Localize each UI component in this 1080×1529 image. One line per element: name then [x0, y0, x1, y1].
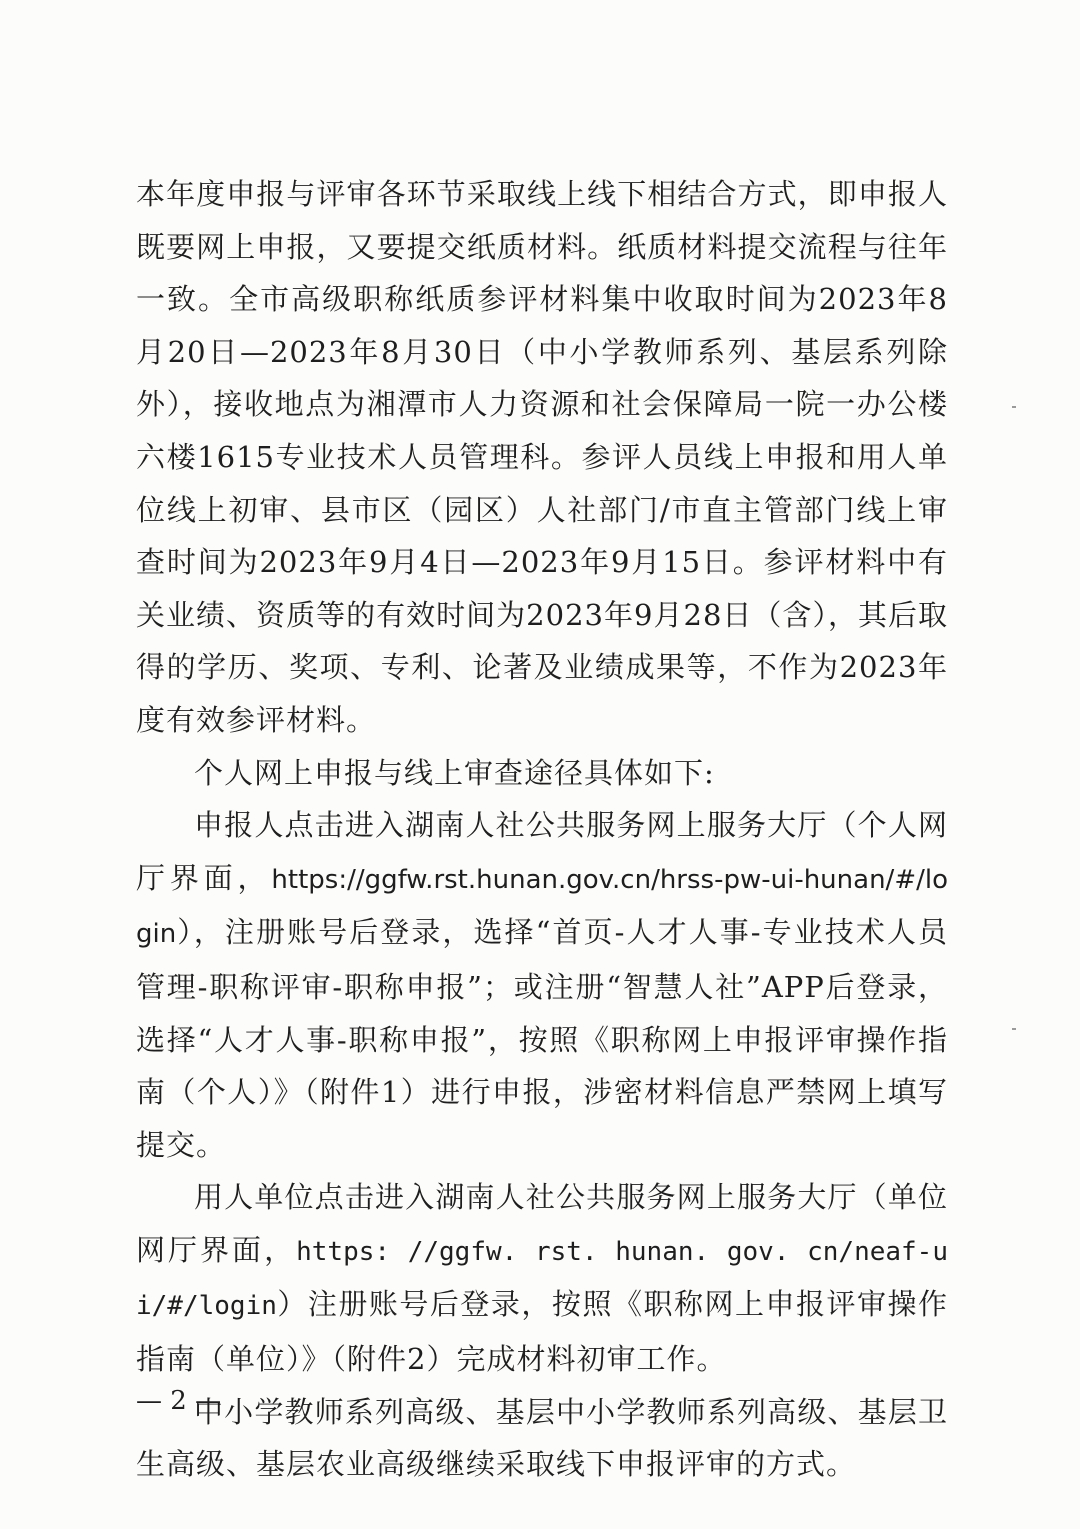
paragraph-employer-review — [136, 1171, 948, 1385]
employer-text-before-link: 用人单位点击进入湖南人社公共服务网上服务大厅（单位网厅界面， — [136, 1180, 948, 1267]
paragraph-online-route-intro: 个人网上申报与线上审查途径具体如下: — [194, 755, 715, 790]
paragraph-individual-application — [136, 799, 948, 1171]
margin-speck — [1012, 406, 1016, 408]
employer-text-after-link: ）注册账号后登录，按照《职称网上申报评审操作指南（单位）》（附件2）完成材料初审工作。 — [136, 1287, 948, 1377]
individual-portal-link[interactable]: https://ggfw.rst.hunan.gov.cn/hrss-pw-ui-hunan/#/login — [136, 864, 948, 950]
margin-speck — [1012, 1028, 1016, 1030]
paragraph-submission-schedule: 本年度申报与评审各环节采取线上线下相结合方式，即申报人既要网上申报，又要提交纸质材料。纸质材料提交流程与往年一致。全市高级职称纸质参评材料集中收取时间为2023年8月20日—2023年8月30日（中小学教师系列、基层系列除外），接收地点为湘潭市人力资源和社会保障局一院一办公楼六楼1615专业技术人员管理科。参评人员线上申报和用人单位线上初审、县市区（园区）人社部门/市直主管部门线上审查时间为2023年9月4日—2023年9月15日。参评材料中有关业绩、资质等的有效时间为2023年9月28日（含），其后取得的学历、奖项、专利、论著及业绩成果等，不作为2023年度有效参评材料。 — [136, 177, 948, 737]
page-number: — 2 — — [136, 1386, 222, 1416]
individual-text-after-link: ），注册账号后登录，选择“首页-人才人事-专业技术人员管理-职称评审-职称申报”；或注册“智慧人社”APP后登录，选择“人才人事-职称申报”，按照《职称网上申报评审操作指南（个人）》（附件1）进行申报，涉密材料信息严禁网上填写提交。 — [136, 915, 948, 1162]
individual-text-before-link: 申报人点击进入湖南人社公共服务网上服务大厅（个人网厅界面， — [136, 808, 948, 895]
employer-portal-link[interactable]: https: //ggfw. rst. hunan. gov. cn/neaf-ui/#/login — [136, 1236, 948, 1322]
document-body — [136, 168, 948, 1491]
paragraph-offline-series: 中小学教师系列高级、基层中小学教师系列高级、基层卫生高级、基层农业高级继续采取线下申报评审的方式。 — [136, 1394, 948, 1482]
